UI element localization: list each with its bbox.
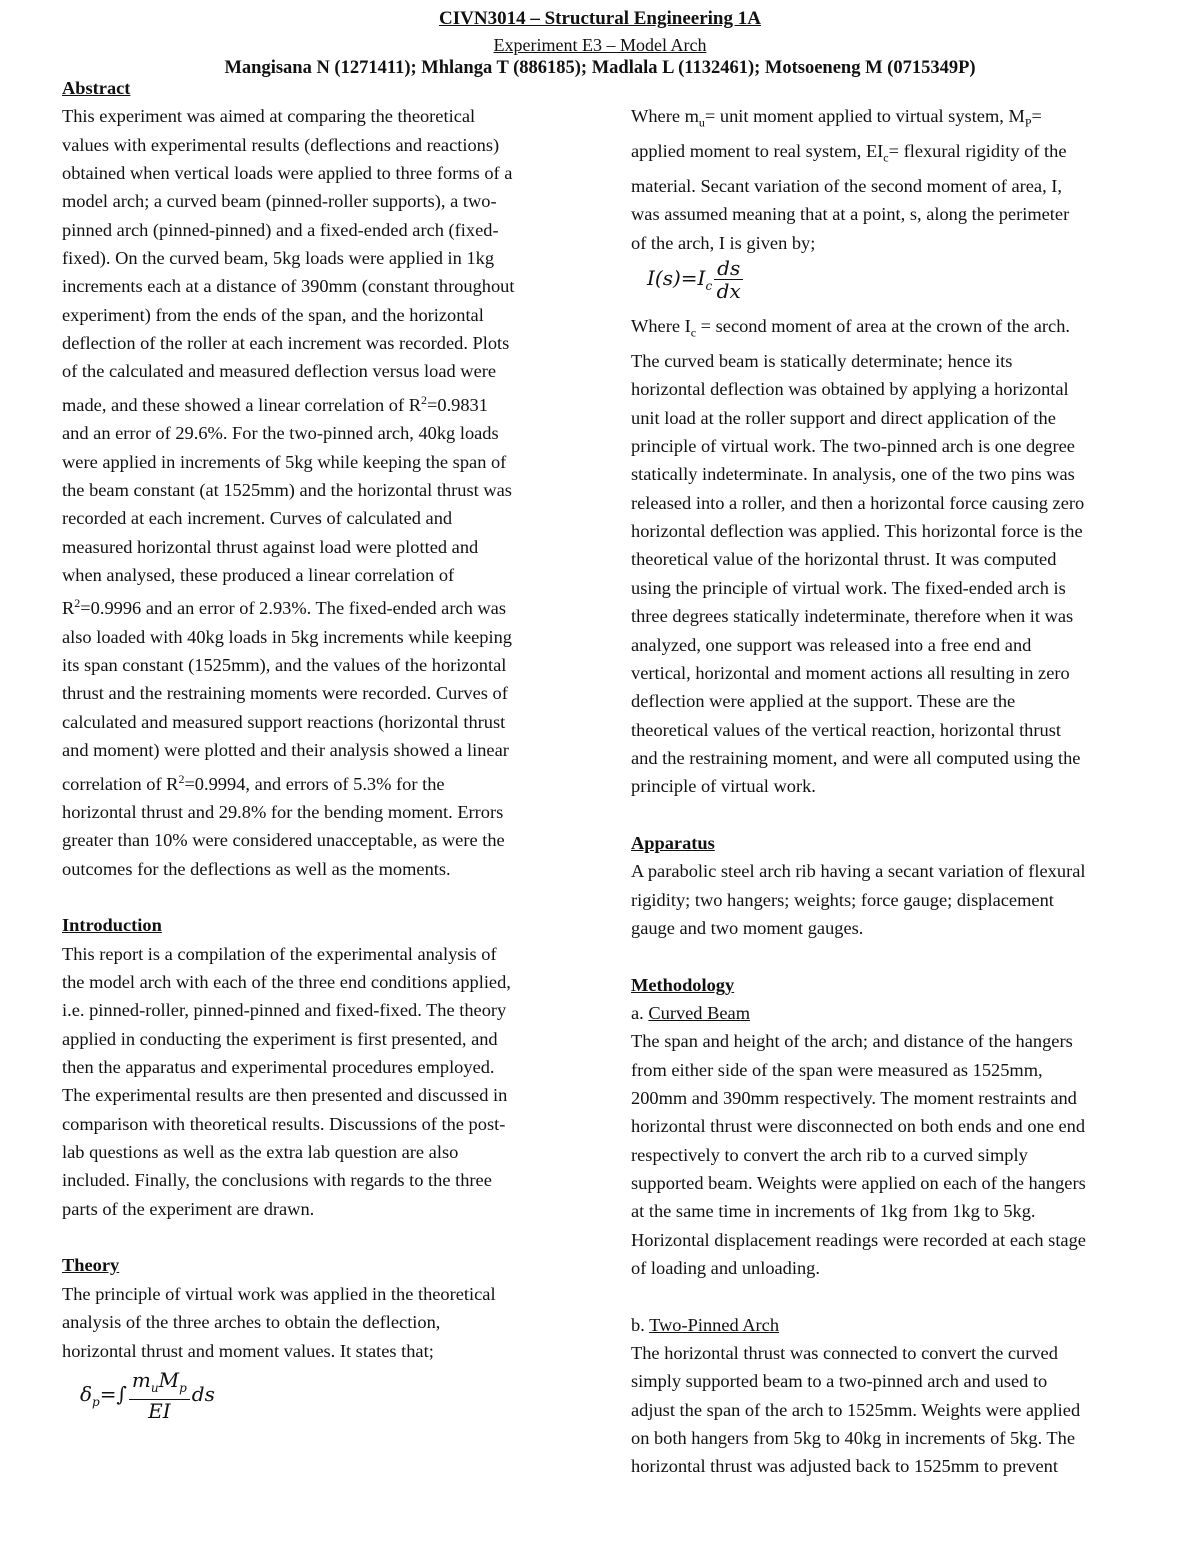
author-list: Mangisana N (1271411); Mhlanga T (886185); Madlala L (1132461); Motsoeneng M (0715349P) — [224, 58, 976, 78]
text-line: the model arch with each of the three end conditions applied, — [62, 972, 511, 993]
text-line: deflection were applied at the support. These are the — [631, 691, 1016, 712]
text-line: included. Finally, the conclusions with regards to the three — [62, 1170, 492, 1191]
text-line: experiment) from the ends of the span, and the horizontal — [62, 304, 484, 325]
text-line: values with experimental results (deflections and reactions) — [62, 134, 500, 155]
abstract-body-3 — [62, 623, 607, 765]
text-line: deflection of the roller at each increment was recorded. Plots — [62, 333, 510, 354]
method-b-heading: b. Two-Pinned Arch — [631, 1314, 780, 1335]
text-line: when analysed, these produced a linear correlation of — [62, 564, 455, 585]
where-line-1: Where $m_u=$ unit moment applied to virtual system, $M_P=$ — [631, 106, 1042, 130]
text-line: The experimental results are then presented and discussed in — [62, 1085, 508, 1106]
text-line: material. Secant variation of the second moment of area, I, — [631, 176, 1062, 197]
abstract-body-2 — [62, 419, 607, 589]
text-line: analyzed, one support was released into a free end and — [631, 634, 1032, 655]
text-line: on both hangers from 5kg to 40kg in increments of 5kg. The — [631, 1428, 1076, 1449]
introduction-heading: Introduction — [62, 915, 162, 936]
text-line: thrust and the restraining moments were recorded. Curves of — [62, 683, 508, 704]
text-line: applied in conducting the experiment is first presented, and — [62, 1028, 498, 1049]
text-line: comparison with theoretical results. Discussions of the post- — [62, 1113, 506, 1134]
text-line: its span constant (1525mm), and the values of the horizontal — [62, 655, 507, 676]
text-line: and moment) were plotted and their analysis showed a linear — [62, 740, 509, 761]
text-line: the beam constant (at 1525mm) and the horizontal thrust was — [62, 479, 512, 500]
text-line: analysis of the three arches to obtain the deflection, — [62, 1312, 441, 1333]
text-line: using the principle of virtual work. The fixed-ended arch is — [631, 577, 1066, 598]
method-a-heading: a. Curved Beam — [631, 1002, 750, 1023]
text-line: also loaded with 40kg loads in 5kg increments while keeping — [62, 626, 512, 647]
abstract-r2-line-2: $R^2=0.9996$ and an error of 2.93%. The fixed-ended arch was — [62, 596, 506, 619]
text-line: horizontal thrust were disconnected on both ends and one end — [631, 1116, 1086, 1137]
text-line: horizontal thrust was adjusted back to 1525mm to prevent — [631, 1456, 1058, 1477]
text-line: was assumed meaning that at a point, s, along the perimeter — [631, 204, 1070, 225]
text-line: then the apparatus and experimental procedures employed. — [62, 1057, 495, 1078]
right-column — [631, 102, 1171, 1481]
text-line: and an error of 29.6%. For the two-pinned arch, 40kg loads — [62, 423, 499, 444]
text-line: The curved beam is statically determinate; hence its — [631, 351, 1013, 372]
text-line: horizontal thrust and 29.8% for the bending moment. Errors — [62, 801, 504, 822]
text-line: A parabolic steel arch rib having a secant variation of flexural — [631, 861, 1086, 882]
theory-continued — [631, 347, 1171, 801]
theory-body — [62, 1280, 607, 1365]
text-line: pinned arch (pinned-pinned) and a fixed-ended arch (fixed- — [62, 219, 499, 240]
course-title: CIVN3014 – Structural Engineering 1A — [439, 8, 761, 29]
text-line: parts of the experiment are drawn. — [62, 1198, 315, 1219]
text-line: i.e. pinned-roller, pinned-pinned and fixed-fixed. The theory — [62, 1000, 507, 1021]
text-line: three degrees statically indeterminate, therefore when it was — [631, 606, 1074, 627]
abstract-r2-line-3: correlation of $R^2=0.9994$, and errors of 5.3% for the — [62, 771, 445, 794]
text-line: were applied in increments of 5kg while keeping the span of — [62, 451, 507, 472]
text-line: increments each at a distance of 390mm (constant throughout — [62, 276, 515, 297]
text-line: The principle of virtual work was applied in the theoretical — [62, 1283, 496, 1304]
introduction-body — [62, 940, 607, 1223]
text-line: The span and height of the arch; and distance of the hangers — [631, 1031, 1073, 1052]
text-line: adjust the span of the arch to 1525mm. Weights were applied — [631, 1399, 1081, 1420]
text-line: Horizontal displacement readings were recorded at each stage — [631, 1229, 1086, 1250]
text-line: 200mm and 390mm respectively. The moment restraints and — [631, 1088, 1077, 1109]
text-line: measured horizontal thrust against load were plotted and — [62, 536, 479, 557]
text-line: lab questions as well as the extra lab question are also — [62, 1142, 459, 1163]
methodology-heading: Methodology — [631, 974, 735, 995]
apparatus-body — [631, 857, 1171, 942]
abstract-body — [62, 102, 607, 385]
text-line: model arch; a curved beam (pinned-roller supports), a two- — [62, 191, 497, 212]
experiment-title: Experiment E3 – Model Arch — [493, 35, 707, 55]
text-line: theoretical values of the vertical reaction, horizontal thrust — [631, 719, 1061, 740]
virtual-work-equation: $\delta_p=\int$ $\frac{m_uM_p}{EI}$ ds — [80, 1367, 215, 1423]
left-column — [62, 74, 607, 1431]
abstract-r2-line-1: made, and these showed a linear correlation of $R^2=0.9831$ — [62, 392, 488, 415]
text-line: theoretical value of the horizontal thrust. It was computed — [631, 549, 1057, 570]
theory-heading: Theory — [62, 1255, 120, 1276]
text-line: from either side of the span were measured as 1525mm, — [631, 1059, 1043, 1080]
text-line: principle of virtual work. The two-pinned arch is one degree — [631, 436, 1075, 457]
text-line: and the restraining moment, and were all computed using the — [631, 747, 1081, 768]
text-line: greater than 10% were considered unacceptable, as were the — [62, 830, 505, 851]
text-line: of loading and unloading. — [631, 1258, 820, 1279]
text-line: at the same time in increments of 1kg from 1kg to 5kg. — [631, 1201, 1036, 1222]
text-line: This report is a compilation of the experimental analysis of — [62, 943, 497, 964]
apparatus-heading: Apparatus — [631, 832, 715, 853]
text-line: horizontal deflection was obtained by applying a horizontal — [631, 379, 1069, 400]
text-line: gauge and two moment gauges. — [631, 917, 864, 938]
abstract-body-4 — [62, 798, 607, 883]
text-line: fixed). On the curved beam, 5kg loads were applied in 1kg — [62, 248, 495, 269]
text-line: recorded at each increment. Curves of calculated and — [62, 508, 453, 529]
text-line: obtained when vertical loads were applied to three forms of a — [62, 163, 513, 184]
text-line: horizontal thrust and moment values. It states that; — [62, 1340, 434, 1361]
text-line: rigidity; two hangers; weights; force gauge; displacement — [631, 889, 1054, 910]
text-line: This experiment was aimed at comparing the theoretical — [62, 106, 476, 127]
where-line-3: Where $I_c$ = second moment of area at the crown of the arch. — [631, 316, 1071, 340]
text-line: supported beam. Weights were applied on each of the hangers — [631, 1173, 1086, 1194]
text-line: of the calculated and measured deflection versus load were — [62, 361, 497, 382]
second-moment-equation: $I(s)=I_c$ $\frac{ds}{dx}$ — [631, 257, 1171, 312]
text-line: respectively to convert the arch rib to a curved simply — [631, 1144, 1028, 1165]
text-line: of the arch, I is given by; — [631, 232, 816, 253]
text-line: simply supported beam to a two-pinned arch and used to — [631, 1371, 1048, 1392]
secant-variation-text — [631, 172, 1171, 257]
abstract-heading: Abstract — [62, 78, 131, 98]
method-b-body — [631, 1339, 1171, 1481]
text-line: unit load at the roller support and direct application of the — [631, 407, 1056, 428]
text-line: outcomes for the deflections as well as the moments. — [62, 858, 451, 879]
text-line: released into a roller, and then a horizontal force causing zero — [631, 492, 1085, 513]
text-line: horizontal deflection was applied. This horizontal force is the — [631, 521, 1083, 542]
text-line: The horizontal thrust was connected to convert the curved — [631, 1343, 1058, 1364]
text-line: principle of virtual work. — [631, 776, 816, 797]
text-line: vertical, horizontal and moment actions all resulting in zero — [631, 662, 1070, 683]
text-line: statically indeterminate. In analysis, one of the two pins was — [631, 464, 1075, 485]
method-a-body — [631, 1027, 1171, 1282]
where-line-2: applied moment to real system, $EI_c=$ flexural rigidity of the — [631, 141, 1067, 165]
text-line: calculated and measured support reactions (horizontal thrust — [62, 711, 506, 732]
